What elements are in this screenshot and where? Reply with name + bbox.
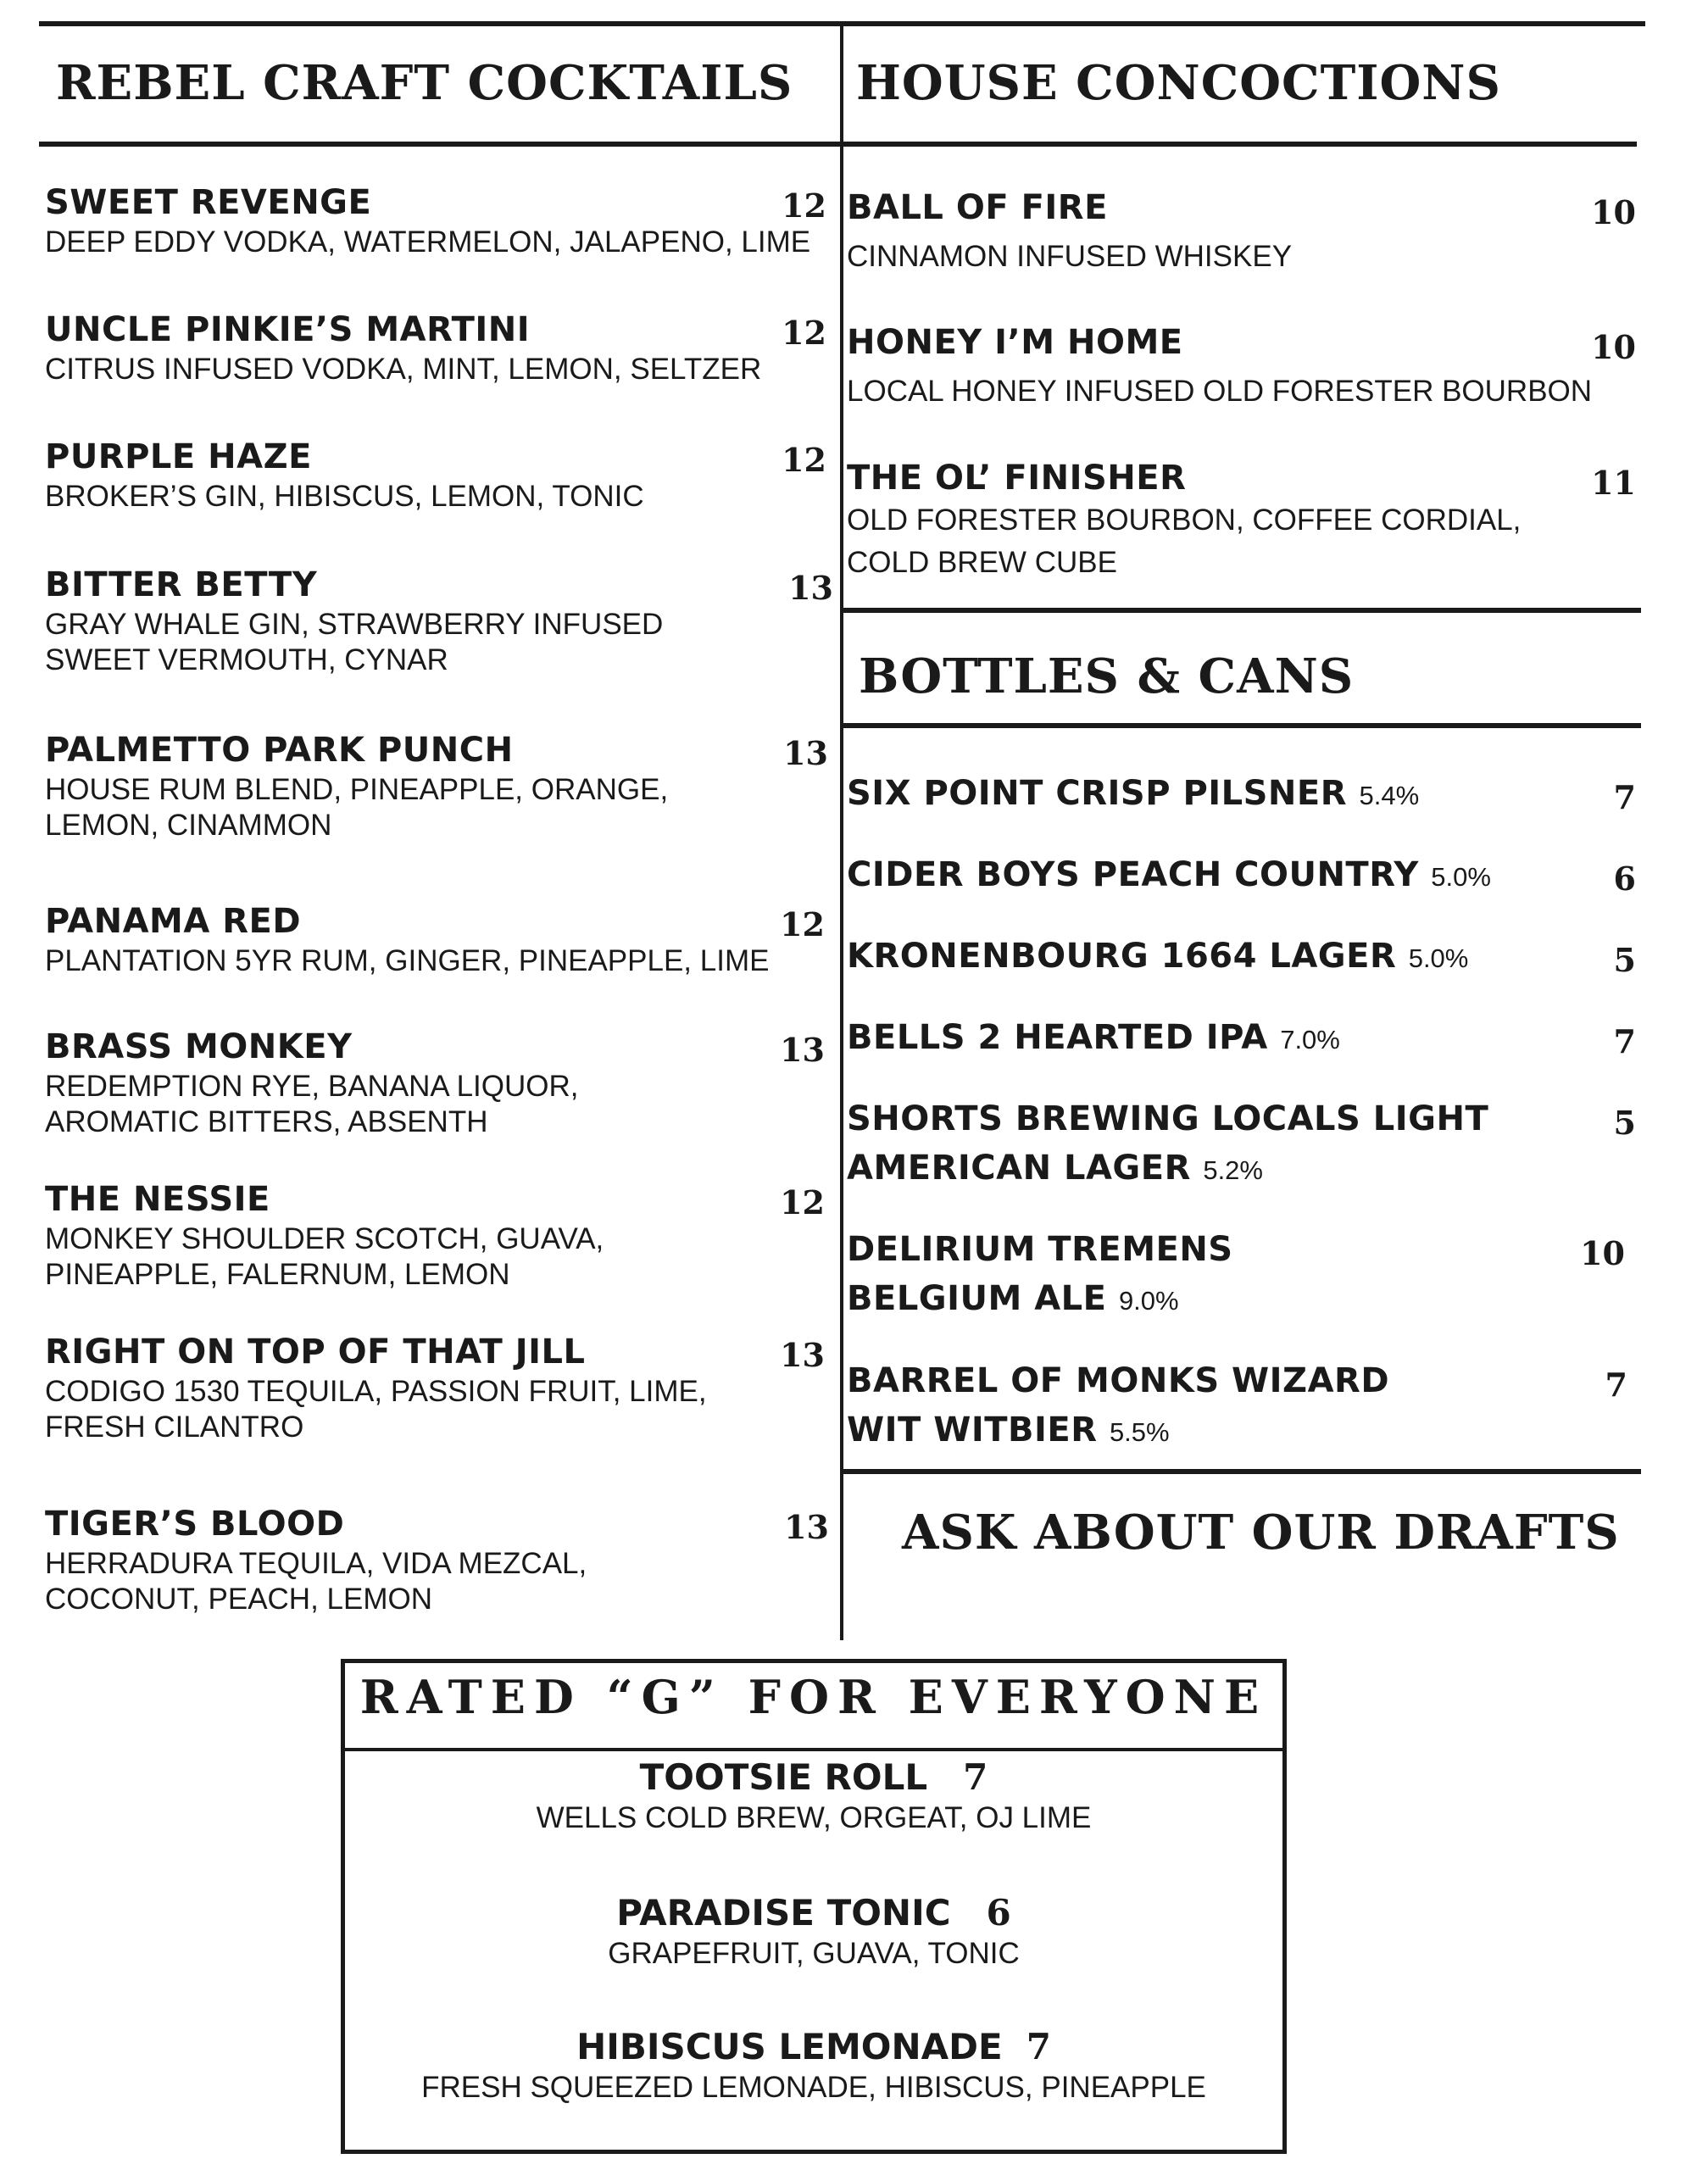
item-name: PALMETTO PARK PUNCH [45, 731, 514, 770]
abv-label: 5.0% [1431, 862, 1491, 892]
house-concoctions-title: HOUSE CONCOCTIONS [856, 55, 1501, 111]
item-description: OLD FORESTER BOURBON, COFFEE CORDIAL, [847, 504, 1522, 537]
bottles-cans-title: BOTTLES & CANS [859, 648, 1355, 704]
item-price: 12 [782, 441, 826, 479]
abv-label: 5.0% [1408, 943, 1469, 973]
item-price: 13 [788, 569, 833, 607]
item-name: PARADISE TONIC [616, 1892, 951, 1934]
item-description: AROMATIC BITTERS, ABSENTH [45, 1105, 488, 1138]
house-bottom-rule [843, 608, 1641, 613]
item-name-line2: AMERICAN LAGER 5.2% [847, 1149, 1263, 1188]
item-price: 7 [963, 1756, 988, 1798]
item-name: KRONENBOURG 1664 LAGER 5.0% [847, 937, 1469, 976]
item-price: 5 [1613, 941, 1636, 979]
house-title-rule [843, 142, 1637, 147]
item-name: BRASS MONKEY [45, 1027, 353, 1066]
item-description: MONKEY SHOULDER SCOTCH, GUAVA, [45, 1222, 604, 1255]
item-description: SWEET VERMOUTH, CYNAR [45, 643, 448, 676]
item-price: 13 [783, 734, 828, 772]
item-price: 7 [1613, 1022, 1636, 1060]
item-price: 13 [780, 1336, 825, 1374]
item-name: PANAMA RED [45, 902, 302, 941]
item-name: SHORTS BREWING LOCALS LIGHT [847, 1099, 1489, 1138]
item-name: BALL OF FIRE [847, 188, 1108, 227]
bottles-bottom-rule [843, 1469, 1641, 1474]
item-price: 7 [1613, 778, 1636, 816]
item-name: TOOTSIE ROLL [639, 1756, 928, 1798]
item-price: 10 [1591, 328, 1636, 366]
item-description: LEMON, CINAMMON [45, 809, 332, 842]
item-name: UNCLE PINKIE’S MARTINI [45, 310, 531, 349]
rated-g-item-paradise-tonic [343, 1892, 1284, 1971]
item-description: FRESH SQUEEZED LEMONADE, HIBISCUS, PINEAPPLE [421, 2071, 1206, 2104]
item-name: THE OL’ FINISHER [847, 459, 1187, 498]
item-price: 12 [782, 186, 826, 225]
item-description: PLANTATION 5YR RUM, GINGER, PINEAPPLE, LIME [45, 944, 770, 977]
item-description: COLD BREW CUBE [847, 546, 1117, 579]
item-name: RIGHT ON TOP OF THAT JILL [45, 1333, 586, 1372]
item-price: 12 [782, 314, 826, 352]
item-price: 7 [1026, 2026, 1051, 2067]
item-description: CINNAMON INFUSED WHISKEY [847, 240, 1293, 273]
item-name: PURPLE HAZE [45, 437, 312, 476]
item-description: GRAPEFRUIT, GUAVA, TONIC [608, 1937, 1020, 1970]
item-name: HIBISCUS LEMONADE [576, 2026, 1003, 2067]
item-description: HOUSE RUM BLEND, PINEAPPLE, ORANGE, [45, 773, 669, 806]
item-name: THE NESSIE [45, 1180, 270, 1219]
item-description: COCONUT, PEACH, LEMON [45, 1583, 432, 1616]
rated-g-item-hibiscus-lemonade [343, 2026, 1284, 2105]
rebel-cocktails-title: REBEL CRAFT COCKTAILS [56, 55, 793, 111]
item-price: 13 [780, 1031, 825, 1069]
item-name: SWEET REVENGE [45, 183, 372, 222]
item-price: 5 [1613, 1104, 1636, 1142]
item-description: LOCAL HONEY INFUSED OLD FORESTER BOURBON [847, 375, 1593, 408]
rated-g-item-tootsie-roll [343, 1756, 1284, 1835]
drafts-title: ASK ABOUT OUR DRAFTS [902, 1505, 1620, 1561]
item-name: CIDER BOYS PEACH COUNTRY 5.0% [847, 855, 1491, 894]
item-description: HERRADURA TEQUILA, VIDA MEZCAL, [45, 1547, 587, 1580]
abv-label: 5.4% [1359, 781, 1420, 810]
item-description: DEEP EDDY VODKA, WATERMELON, JALAPENO, LIME [45, 225, 811, 259]
item-description: FRESH CILANTRO [45, 1410, 304, 1444]
item-name: BITTER BETTY [45, 565, 318, 604]
item-description: CITRUS INFUSED VODKA, MINT, LEMON, SELTZER [45, 353, 762, 386]
rebel-title-rule [39, 142, 840, 147]
item-name: BELLS 2 HEARTED IPA 7.0% [847, 1018, 1340, 1057]
column-divider [840, 24, 843, 1640]
item-description: GRAY WHALE GIN, STRAWBERRY INFUSED [45, 608, 664, 641]
item-price: 12 [780, 905, 825, 943]
item-price: 10 [1591, 193, 1636, 231]
item-price: 7 [1605, 1366, 1627, 1404]
item-description: CODIGO 1530 TEQUILA, PASSION FRUIT, LIME, [45, 1375, 707, 1408]
abv-label: 5.2% [1203, 1155, 1263, 1185]
item-price: 12 [780, 1183, 825, 1221]
item-name: HONEY I’M HOME [847, 323, 1183, 362]
item-name-line2: BELGIUM ALE 9.0% [847, 1279, 1179, 1318]
rated-g-header-rule [345, 1748, 1282, 1751]
item-price: 13 [784, 1508, 829, 1546]
item-price: 6 [986, 1892, 1011, 1934]
item-name-line2: WIT WITBIER 5.5% [847, 1410, 1170, 1449]
abv-label: 9.0% [1118, 1286, 1179, 1316]
bottles-title-rule [843, 723, 1641, 728]
abv-label: 5.5% [1109, 1417, 1170, 1447]
item-description: WELLS COLD BREW, ORGEAT, OJ LIME [536, 1801, 1092, 1834]
item-price: 11 [1591, 464, 1636, 502]
item-name: DELIRIUM TREMENS [847, 1230, 1233, 1269]
item-name: TIGER’S BLOOD [45, 1505, 345, 1544]
rated-g-title [343, 1670, 1284, 1724]
item-description: PINEAPPLE, FALERNUM, LEMON [45, 1258, 510, 1291]
item-name: BARREL OF MONKS WIZARD [847, 1361, 1390, 1400]
item-description: REDEMPTION RYE, BANANA LIQUOR, [45, 1070, 579, 1103]
item-name: SIX POINT CRISP PILSNER 5.4% [847, 774, 1420, 813]
item-price: 6 [1613, 860, 1636, 898]
item-price: 10 [1580, 1234, 1625, 1272]
rated-g-title-text: RATED “G” FOR EVERYONE [359, 1670, 1268, 1724]
item-description: BROKER’S GIN, HIBISCUS, LEMON, TONIC [45, 480, 644, 513]
abv-label: 7.0% [1280, 1025, 1340, 1054]
